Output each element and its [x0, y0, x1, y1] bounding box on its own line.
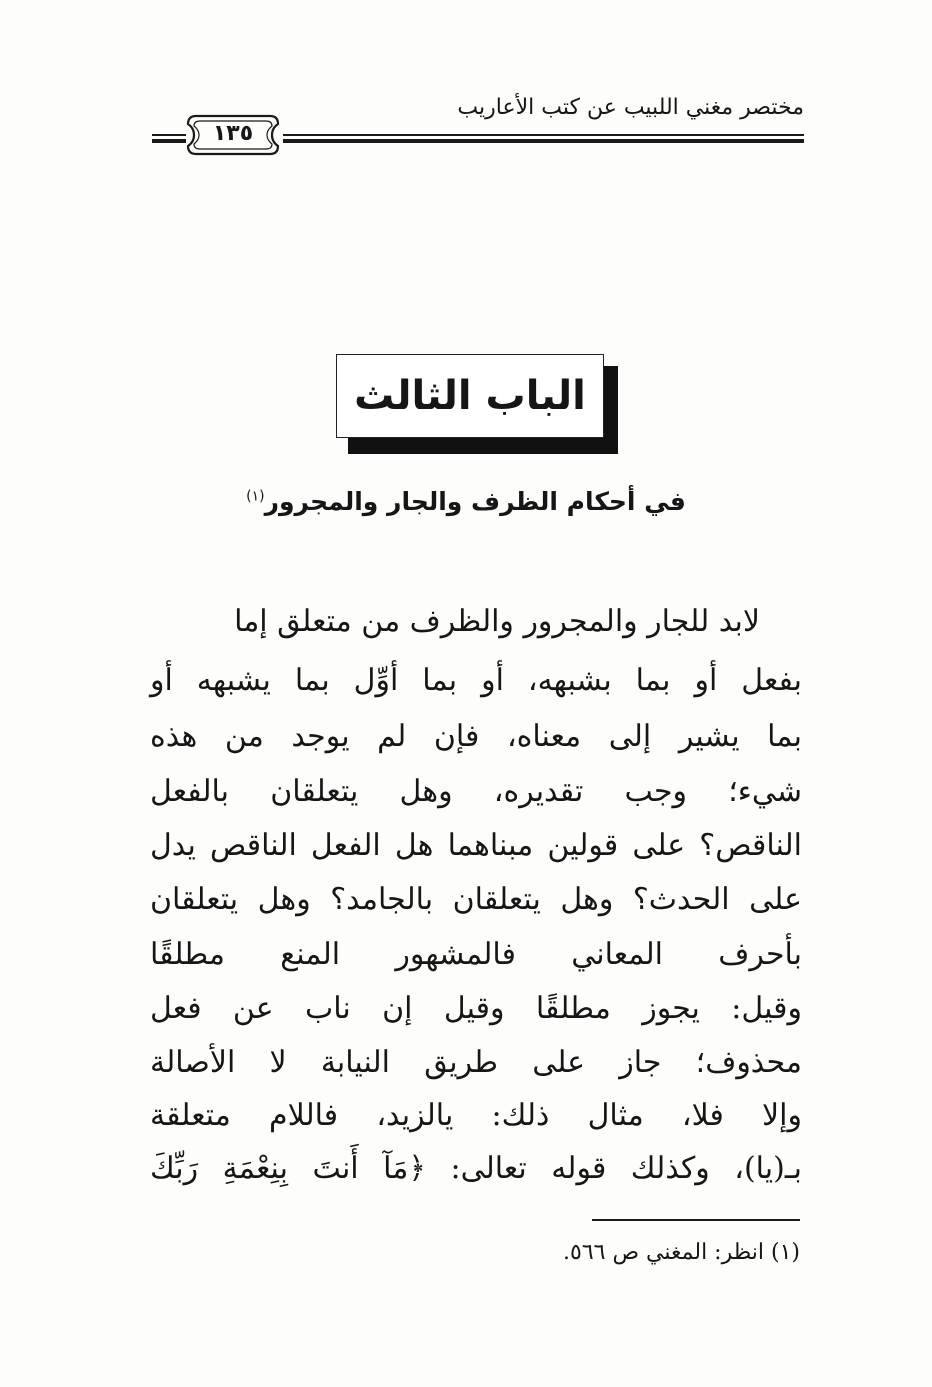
body-line: بـ(يا)، وكذلك قوله تعالى: ﴿مَآ أَنتَ بِنِعْمَةِ رَبِّكَ: [150, 1151, 802, 1186]
header-rule-left-thick: [152, 139, 186, 143]
footnote-marker: (١): [246, 488, 265, 505]
body-line: الناقص؟ على قولين مبناهما هل الفعل الناقص يدل: [150, 828, 802, 863]
body-line: محذوف؛ جاز على طريق النيابة لا الأصالة: [150, 1045, 802, 1080]
header-rule: [283, 134, 804, 136]
footnote-rule: [592, 1219, 800, 1221]
page-number-badge: [186, 112, 280, 158]
running-title: مختصر مغني اللبيب عن كتب الأعاريب: [457, 95, 804, 120]
header-rule-left: [152, 134, 186, 136]
chapter-title: الباب الثالث: [354, 373, 586, 419]
body-line: على الحدث؟ وهل يتعلقان بالجامد؟ وهل يتعلقان: [150, 882, 802, 917]
body-line: شيء؛ وجب تقديره، وهل يتعلقان بالفعل: [150, 774, 802, 809]
body-line: لابد للجار والمجرور والظرف من متعلق إما: [234, 604, 760, 639]
body-line: وإلا فلا، مثال ذلك: يالزيد، فاللام متعلقة: [150, 1098, 802, 1133]
footnote: (١) انظر: المغني ص ٥٦٦.: [563, 1240, 800, 1265]
body-line: بما يشير إلى معناه، فإن لم يوجد من هذه: [150, 719, 802, 754]
body-line: وقيل: يجوز مطلقًا وقيل إن ناب عن فعل: [150, 991, 802, 1026]
chapter-subtitle-text: في أحكام الظرف والجار والمجرور: [264, 487, 686, 516]
body-line: بفعل أو بما بشبهه، أو بما أوِّل بما يشبهه أو: [150, 663, 802, 698]
chapter-subtitle: [0, 487, 932, 516]
header-rule-thick: [283, 139, 804, 143]
page-number: ١٣٥: [212, 121, 254, 146]
chapter-heading-box: [336, 354, 604, 438]
body-line: بأحرف المعاني فالمشهور المنع مطلقًا: [150, 937, 802, 972]
